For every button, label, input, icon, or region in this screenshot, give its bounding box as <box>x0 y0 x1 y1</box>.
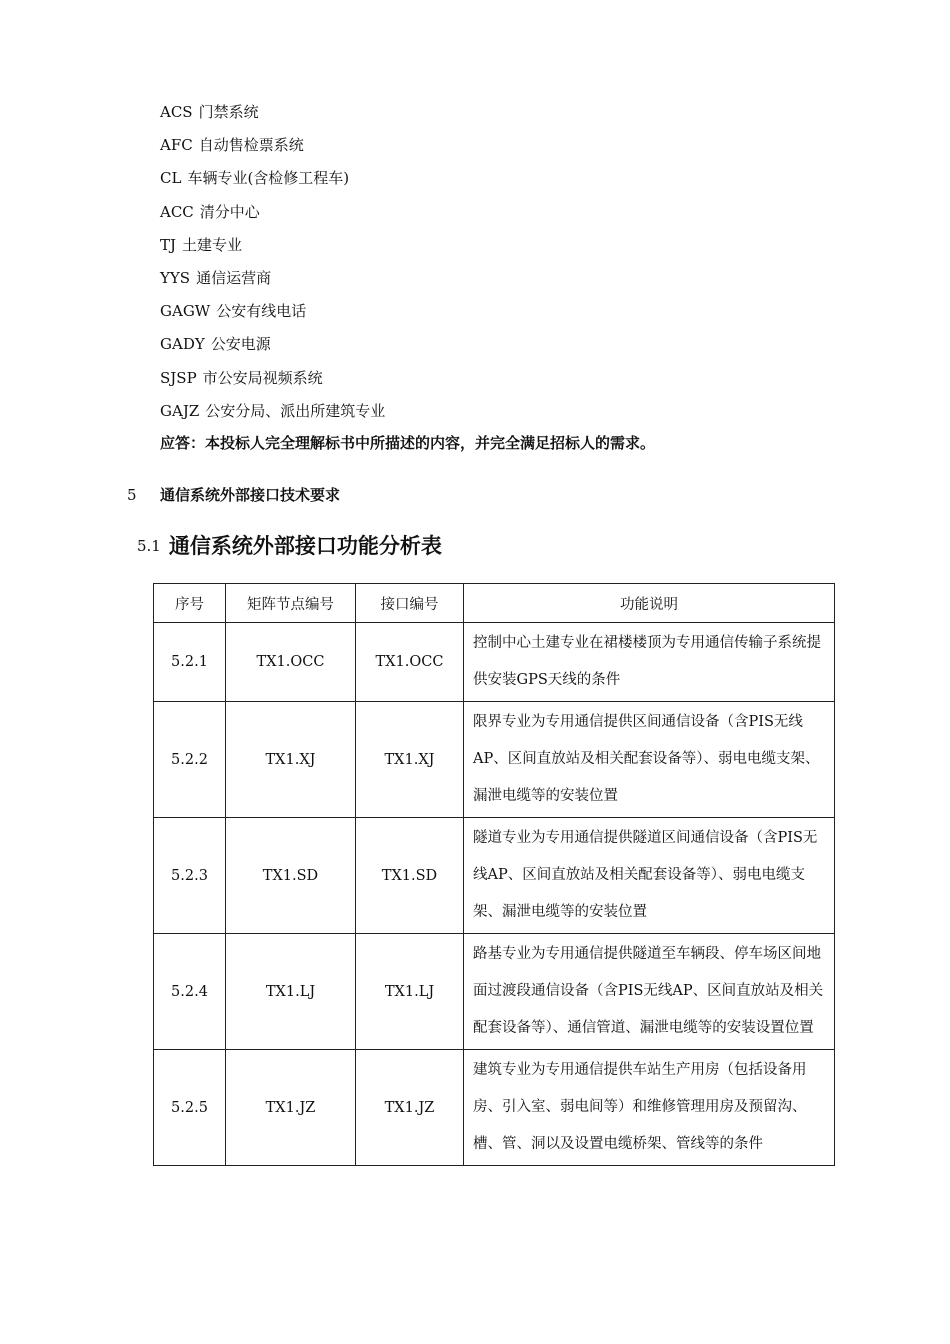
abbreviation-name: 公安电源 <box>210 335 271 354</box>
cell-description: 建筑专业为专用通信提供车站生产用房（包括设备用房、引入室、弱电间等）和维修管理用房及预留沟、槽、管、洞以及设置电缆桥架、管线等的条件 <box>464 1050 835 1166</box>
section-title: 通信系统外部接口技术要求 <box>160 486 341 504</box>
cell-interface: TX1.XJ <box>356 702 464 818</box>
abbreviation-code: CL <box>160 169 182 188</box>
table-row <box>154 1050 835 1166</box>
abbreviation-name: 清分中心 <box>199 202 260 221</box>
abbreviation-item <box>160 131 385 164</box>
abbreviation-item <box>160 198 385 231</box>
subsection-number: 5.1 <box>137 537 161 555</box>
cell-seq: 5.2.3 <box>154 818 226 934</box>
abbreviation-item <box>160 264 385 297</box>
cell-node: TX1.OCC <box>226 623 356 702</box>
abbreviation-code: ACC <box>160 202 194 221</box>
abbreviation-item <box>160 330 385 363</box>
abbreviation-name: 公安分局、派出所建筑专业 <box>205 401 386 420</box>
abbreviation-code: GAJZ <box>160 401 200 420</box>
abbreviation-item <box>160 164 385 197</box>
table-row <box>154 623 835 702</box>
cell-description: 控制中心土建专业在裙楼楼顶为专用通信传输子系统提供安装GPS天线的条件 <box>464 623 835 702</box>
cell-seq: 5.2.2 <box>154 702 226 818</box>
cell-seq: 5.2.4 <box>154 934 226 1050</box>
abbreviation-item <box>160 98 385 131</box>
cell-seq: 5.2.1 <box>154 623 226 702</box>
section-heading <box>127 484 340 505</box>
subsection-title: 通信系统外部接口功能分析表 <box>168 534 442 558</box>
abbreviation-item <box>160 297 385 330</box>
cell-node: TX1.LJ <box>226 934 356 1050</box>
abbreviation-code: TJ <box>160 235 177 254</box>
abbreviation-list <box>160 98 385 430</box>
header-interface: 接口编号 <box>356 584 464 623</box>
interface-table <box>153 583 835 1166</box>
cell-seq: 5.2.5 <box>154 1050 226 1166</box>
abbreviation-code: AFC <box>160 136 193 155</box>
abbreviation-name: 门禁系统 <box>198 103 259 121</box>
subsection-heading <box>137 530 442 560</box>
cell-interface: TX1.JZ <box>356 1050 464 1166</box>
header-node: 矩阵节点编号 <box>226 584 356 623</box>
header-description: 功能说明 <box>464 584 835 623</box>
table-header-row <box>154 584 835 623</box>
table-row <box>154 702 835 818</box>
cell-interface: TX1.LJ <box>356 934 464 1050</box>
cell-node: TX1.JZ <box>226 1050 356 1166</box>
table-row <box>154 934 835 1050</box>
abbreviation-item <box>160 364 385 397</box>
abbreviation-name: 公安有线电话 <box>216 302 307 321</box>
abbreviation-code: YYS <box>160 268 191 287</box>
section-number: 5 <box>127 486 137 504</box>
header-seq: 序号 <box>154 584 226 623</box>
cell-node: TX1.XJ <box>226 702 356 818</box>
cell-description: 限界专业为专用通信提供区间通信设备（含PIS无线AP、区间直放站及相关配套设备等）、弱电电缆支架、漏泄电缆等的安装位置 <box>464 702 835 818</box>
answer-statement: 应答：本投标人完全理解标书中所描述的内容，并完全满足招标人的需求。 <box>160 434 656 452</box>
abbreviation-code: GAGW <box>160 302 211 321</box>
abbreviation-item <box>160 231 385 264</box>
abbreviation-name: 土建专业 <box>182 235 243 254</box>
abbreviation-code: GADY <box>160 335 205 354</box>
cell-node: TX1.SD <box>226 818 356 934</box>
abbreviation-name: 通信运营商 <box>196 268 272 287</box>
abbreviation-code: SJSP <box>160 368 197 387</box>
abbreviation-name: 车辆专业(含检修工程车) <box>187 169 350 188</box>
abbreviation-item <box>160 397 385 430</box>
table-row <box>154 818 835 934</box>
cell-description: 路基专业为专用通信提供隧道至车辆段、停车场区间地面过渡段通信设备（含PIS无线AP、区间直放站及相关配套设备等）、通信管道、漏泄电缆等的安装设置位置 <box>464 934 835 1050</box>
abbreviation-name: 市公安局视频系统 <box>202 368 323 387</box>
cell-interface: TX1.SD <box>356 818 464 934</box>
abbreviation-name: 自动售检票系统 <box>198 136 304 155</box>
cell-description: 隧道专业为专用通信提供隧道区间通信设备（含PIS无线AP、区间直放站及相关配套设备等）、弱电电缆支架、漏泄电缆等的安装位置 <box>464 818 835 934</box>
cell-interface: TX1.OCC <box>356 623 464 702</box>
abbreviation-code: ACS <box>160 103 193 121</box>
